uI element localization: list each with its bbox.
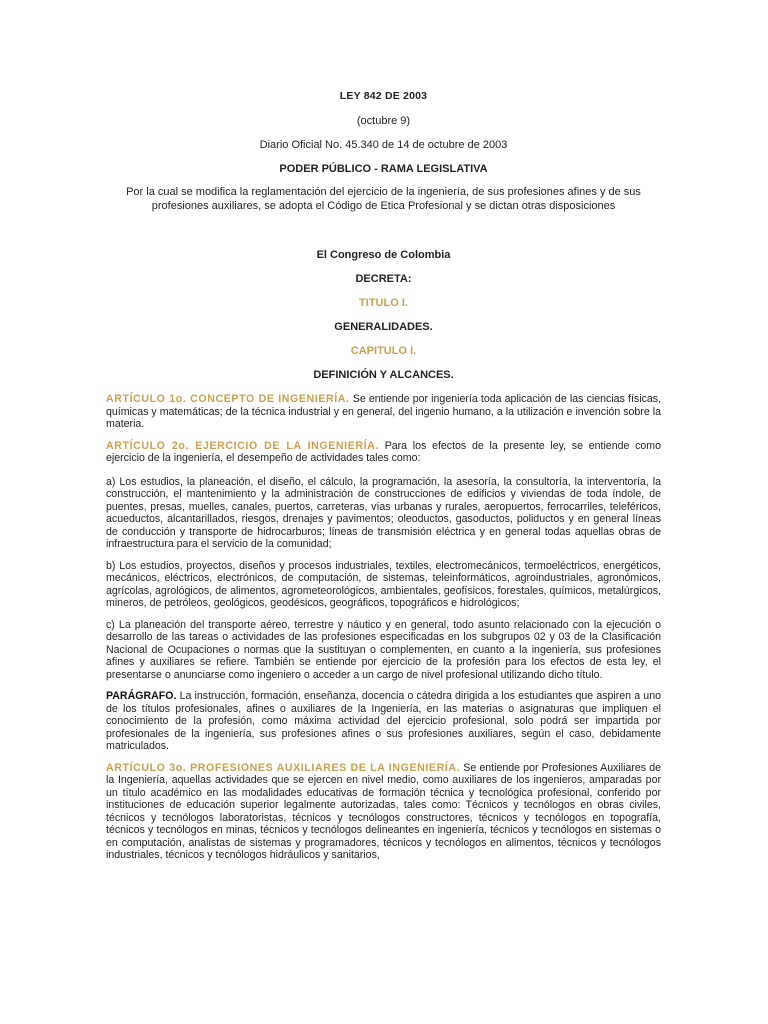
law-title: LEY 842 DE 2003: [339, 90, 428, 102]
article-2-item-a: a) Los estudios, la planeación, el diseño, el cálculo, la programación, la asesoría, la consultoría, la interventoría, la construcción, el mantenimiento y la administración de construcciones de edificios y viviendas de toda índole, de puentes, presas, muelles, canales, puertos, carreteras, vías urbanas y rurales, aeropuertos, ferrocarriles, teleféricos, acueductos, alcantarillados, riesgos, drenajes y pavimentos; oleoductos, gasoductos, poliductos y en general líneas de conducción y transporte de hidrocarburos; líneas de transmisión eléctrica y en general todas aquellas obras de infraestructura para el servicio de la comunidad;: [106, 475, 661, 550]
diario-oficial: Diario Oficial No. 45.340 de 14 de octubre de 2003: [259, 139, 508, 151]
article-1: [106, 393, 661, 431]
article-1-heading: ARTÍCULO 1o. CONCEPTO DE INGENIERÍA.: [106, 393, 350, 405]
titulo-heading: TITULO I.: [359, 297, 408, 309]
article-2-heading: ARTÍCULO 2o. EJERCICIO DE LA INGENIERÍA.: [106, 439, 379, 452]
definicion-heading: DEFINICIÓN Y ALCANCES.: [313, 369, 454, 381]
article-1-text: Se entiende por ingeniería toda aplicación de las ciencias físicas, químicas y matemáticas; de la técnica industrial y en general, del ingenio humano, a la utilización e invención sobre la materia.: [106, 393, 661, 430]
decreta-heading: DECRETA:: [355, 273, 412, 285]
paragrafo: [106, 690, 661, 753]
article-2-item-b: b) Los estudios, proyectos, diseños y procesos industriales, textiles, electromecánicos, termoeléctricos, energéticos, mecánicos, eléctricos, electrónicos, de computación, de sistemas, teleinformáticos, agroindustriales, agronómicos, agrícolas, agrológicos, de alimentos, agrometeorológicos, ambientales, geofísicos, forestales, químicos, metalúrgicos, mineros, de petróleos, geológicos, geodésicos, geográficos, topográficos e hidrológicos;: [106, 559, 661, 609]
article-2-item-c: c) La planeación del transporte aéreo, terrestre y náutico y en general, todo asunto relacionado con la ejecución o desarrollo de las tareas o actividades de las profesiones especificadas en los subgrupos 02 y 03 de la Clasificación Nacional de Ocupaciones o normas que la sustituyan o complementen, en cuanto a la ingeniería, sus profesiones afines y auxiliares se refiere. También se entiende por ejercicio de la profesión para los efectos de esta ley, el presentarse o anunciarse como ingeniero o acceder a un cargo de nivel profesional utilizando dicho título.: [106, 618, 661, 681]
capitulo-heading: CAPITULO I.: [350, 345, 417, 357]
paragrafo-text: La instrucción, formación, enseñanza, docencia o cátedra dirigida a los estudiantes que aspiren a uno de los títulos profesionales, afines o auxiliares de la Ingeniería, en las materias o asignaturas que impliquen el conocimiento de la profesión, como máxima actividad del ejercicio profesional, solo podrá ser impartida por profesionales de la ingeniería, sus profesiones afines o sus profesiones auxiliares, según el caso, debidamente matriculados.: [106, 690, 661, 752]
paragrafo-heading: PARÁGRAFO.: [106, 690, 177, 702]
poder-publico-heading: PODER PÚBLICO - RAMA LEGISLATIVA: [279, 163, 488, 175]
generalidades-heading: GENERALIDADES.: [334, 321, 433, 333]
article-2-text: Para los efectos de la presente ley, se entiende como ejercicio de la ingeniería, el desempeño de actividades tales como:: [106, 439, 662, 464]
article-3-heading: ARTÍCULO 3o. PROFESIONES AUXILIARES DE LA INGENIERÍA.: [106, 761, 461, 774]
law-date: (octubre 9): [356, 115, 411, 127]
article-3: [106, 762, 661, 862]
congreso-heading: El Congreso de Colombia: [316, 249, 451, 261]
article-3-text: Se entiende por Profesiones Auxiliares de la Ingeniería, aquellas actividades que se ejercen en nivel medio, como auxiliares de los ingenieros, amparadas por un título académico en las modalidades educativas de formación técnica y tecnológica profesional, conferido por instituciones de educación superior legalmente autorizadas, tales como: Técnicos y tecnólogos en obras civiles, técnicos y tecnólogos laboratoristas, técnicos y tecnólogos constructores, técnicos y tecnólogos en topografía, técnicos y tecnólogos en minas, técnicos y tecnólogos delineantes en ingeniería, técnicos y tecnólogos en sistemas o en computación, analistas de sistemas y programadores, técnicos y tecnólogos en alimentos, técnicos y tecnólogos industriales, técnicos y tecnólogos hidráulicos y sanitarios,: [106, 761, 661, 861]
article-2: [106, 440, 661, 465]
law-summary: Por la cual se modifica la reglamentación del ejercicio de la ingeniería, de sus profesiones afines y de sus profesiones auxiliares, se adopta el Código de Etica Profesional y se dictan otras disposiciones: [126, 186, 641, 212]
